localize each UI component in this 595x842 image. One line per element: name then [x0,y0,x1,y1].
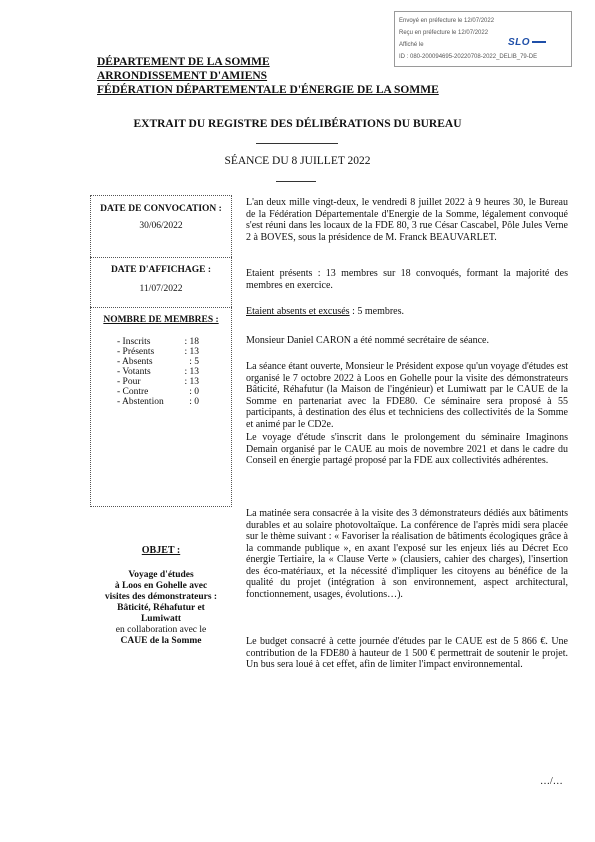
objet-line: en collaboration avec le [115,625,207,635]
affichage-date: 11/07/2022 [139,284,183,294]
objet-line: Bâticité, Réhafutur et [117,603,205,613]
body-paragraph: Le voyage d'étude s'inscrit dans le prolongement du séminaire Imaginons Demain organisé par le CAUE au mois de novembre 2021 et dans le cadre du Conseil en énergie partagé proposé par la FDE aux collectivités adhérentes. [246,432,568,466]
stamp-sent-date: Envoyé en préfecture le 12/07/2022 [399,18,495,24]
convocation-label: DATE DE CONVOCATION : [100,204,222,214]
membres-label: NOMBRE DE MEMBRES : [103,315,219,325]
affichage-box [90,257,232,307]
list-item: - Absents : 5 [117,357,199,367]
stamp-id: ID : 080-200094695-20220708-2022_DELIB_79-DE [399,54,538,60]
convocation-box [90,195,232,257]
body-paragraph: L'an deux mille vingt-deux, le vendredi 8 juillet 2022 à 9 heures 30, le Bureau de la Fédération Départementale d'Energie de la Somme, légalement convoqué s'est réuni dans les locaux de la FDE 80, 3 rue César Cascabel, Pôle Jules Verne 2 à BOVES, sous la présidence de M. Franck BEAUVARLET. [246,197,568,243]
affichage-label: DATE D'AFFICHAGE : [110,265,212,275]
members-list [117,337,199,407]
stamp-received-date: Reçu en préfecture le 12/07/2022 [399,30,489,36]
list-item: - Abstention : 0 [117,397,199,407]
seance-date: SÉANCE DU 8 JUILLET 2022 [224,155,371,167]
stamp-posted: Affiché le [399,42,424,48]
header-arrondissement: ARRONDISSEMENT D'AMIENS [97,70,268,82]
objet-line: CAUE de la Somme [120,636,202,646]
objet-block [90,545,232,647]
objet-line: Voyage d'études [128,570,194,580]
list-item: - Pour : 13 [117,377,199,387]
continued-marker: …/… [540,776,563,787]
body-paragraph: Monsieur Daniel CARON a été nommé secrétaire de séance. [246,335,489,346]
slo-logo: SLO [508,37,546,49]
absents-count: : 5 membres. [349,306,405,317]
convocation-date: 30/06/2022 [139,221,183,231]
body-paragraph: Le budget consacré à cette journée d'études par le CAUE est de 5 866 €. Une contribution de la FDE80 à hauteur de 1 500 € permettrait de soutenir le projet. Un bus sera loué à cet effet, afin de limiter l'impact environnemental. [246,636,568,670]
absents-paragraph [246,306,568,318]
list-item: - Contre : 0 [117,387,199,397]
document-header [97,55,439,97]
absents-label: Etaient absents et excusés [246,306,350,317]
list-item: - Inscrits : 18 [117,337,199,347]
divider [256,143,338,144]
header-departement: DÉPARTEMENT DE LA SOMME [97,56,270,68]
header-federation: FÉDÉRATION DÉPARTEMENTALE D'ÉNERGIE DE LA SOMME [97,84,439,96]
objet-line: Lumiwatt [140,614,182,624]
page-title: EXTRAIT DU REGISTRE DES DÉLIBÉRATIONS DU BUREAU [133,118,462,130]
divider [276,181,316,182]
list-item: - Présents : 13 [117,347,199,357]
objet-line: visites des démonstrateurs : [104,592,218,602]
body-paragraph: Etaient présents : 13 membres sur 18 convoqués, formant la majorité des membres en exercice. [246,268,568,291]
objet-line: à Loos en Gohelle avec [114,581,208,591]
list-item: - Votants : 13 [117,367,199,377]
objet-label: OBJET : [141,545,181,556]
body-paragraph: La séance étant ouverte, Monsieur le Président expose qu'un voyage d'études est organisé le 7 octobre 2022 à Loos en Gohelle pour la visite des démonstrateurs Bâticité, Réhafutur (la Maison de l'ingénieur) et Lumiwatt par le CAUE de la Somme en partenariat avec la FDE80. Ce séminaire sera proposé à 55 participants, à destination des élus et techniciens des collectivités de la Somme et animé par le CD2e. [246,361,568,430]
body-paragraph: La matinée sera consacrée à la visite des 3 démonstrateurs dédiés aux bâtiments durables et au solaire photovoltaïque. La conférence de l'après midi sera placée sur le thème suivant : « Favoriser la réalisation de bâtiments écologiques grâce à la commande publique », en axant l'exposé sur les enjeux liés au Décret Eco énergie Tertiaire, la « Clause Verte » (clausiers, cahier des charges), l'insertion des éco-matériaux, et la nécessité d'impliquer les citoyens au bénéfice de la qualité du projet (intégration à son environnement, aspect architectural, fonctionnement, usages, évolutions…). [246,508,568,600]
